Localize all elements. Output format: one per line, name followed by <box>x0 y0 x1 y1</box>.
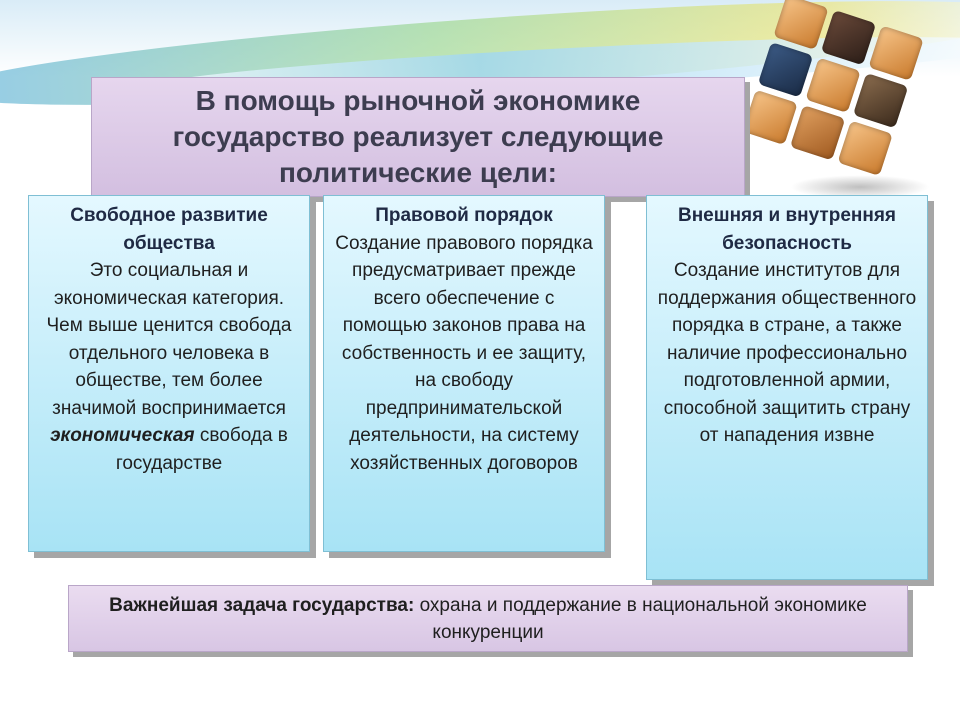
card-security <box>646 195 928 580</box>
card-heading: Внешняя и внутренняя безопасность <box>677 205 897 254</box>
card-free-development <box>28 195 310 552</box>
footer-body: охрана и поддержание в национальной экономике конкуренции <box>419 594 867 643</box>
page-title: В помощь рыночной экономике государство реализует следующие политические цели: <box>172 85 664 188</box>
title-box <box>91 77 745 197</box>
card-text: Создание правового порядка предусматривает прежде всего обеспечение с помощью законов права на собственность и ее защиту, на свободу предпринимательской деятельности, на систему хозяйственных договоров <box>335 232 593 474</box>
footer-box <box>68 585 908 652</box>
card-text: Создание институтов для поддержания общественного порядка в стране, а также наличие профессионально подготовленной армии, способной защитить страну от нападения извне <box>657 260 917 446</box>
footer-text <box>89 592 887 646</box>
footer-label: Важнейшая задача государства: <box>109 594 415 616</box>
card-legal-order <box>323 195 605 552</box>
card-heading: Свободное развитие общества <box>70 205 268 254</box>
card-highlight: экономическая <box>50 425 195 446</box>
card-heading: Правовой порядок <box>375 205 553 226</box>
card-text: Это социальная и экономическая категория. Чем выше ценится свобода отдельного человека в обществе, тем более значимой воспринимается экономическая свобода в государстве <box>46 260 292 474</box>
